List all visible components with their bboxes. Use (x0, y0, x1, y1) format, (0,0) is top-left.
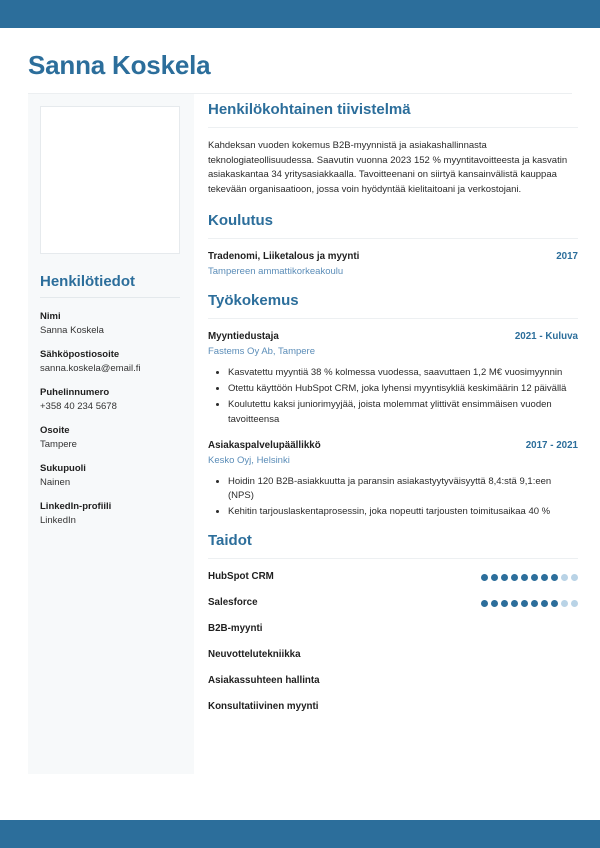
skill-dot-filled (501, 574, 508, 581)
section-skills (208, 531, 578, 714)
education-date: 2017 (556, 251, 578, 262)
skill-row (208, 596, 578, 610)
job-bullet-list (208, 366, 578, 427)
skill-dot-filled (501, 600, 508, 607)
section-heading-education: Koulutus (208, 212, 273, 229)
skill-dot-filled (491, 574, 498, 581)
experience-entry (208, 330, 578, 427)
skill-name: Asiakassuhteen hallinta (208, 675, 320, 687)
skill-name: Neuvottelutekniikka (208, 649, 301, 661)
job-bullet: • Otettu käyttöön HubSpot CRM, joka lyhensi myyntisykliä keskimäärin 12 päivällä (228, 382, 578, 396)
skill-dot-filled (521, 600, 528, 607)
profile-photo-placeholder (40, 106, 180, 254)
section-experience (208, 291, 578, 519)
field-value: +358 40 234 5678 (40, 401, 117, 412)
job-bullet: • Hoidin 120 B2B-asiakkuutta ja paransin asiakastyytyväisyyttä 8,4:stä 9,1:een (NPS) (228, 475, 578, 503)
job-bullet: • Koulutettu kaksi juniorimyyjää, joista molemmat ylittivät ensimmäisen vuoden tavoitteensa (228, 398, 578, 426)
job-title: Asiakaspalvelupäällikkö (208, 439, 321, 451)
skill-dot-empty (571, 574, 578, 581)
field-label: Nimi (40, 311, 61, 322)
field-value: sanna.koskela@email.fi (40, 363, 141, 374)
content-tail-spacer (208, 726, 578, 750)
skill-dot-filled (511, 574, 518, 581)
bottom-accent-bar (0, 820, 600, 848)
field-label: Puhelinnumero (40, 387, 110, 398)
field-phone (40, 386, 180, 413)
field-email (40, 348, 180, 375)
field-label: Sähköpostiosoite (40, 349, 120, 360)
sidebar-heading-divider (40, 297, 180, 298)
section-education (208, 211, 578, 279)
top-accent-bar (0, 0, 600, 28)
name-header (0, 28, 600, 94)
sidebar-heading-personal-details: Henkilötiedot (40, 273, 136, 290)
skill-dot-filled (481, 574, 488, 581)
skill-dot-filled (531, 600, 538, 607)
section-divider (208, 558, 578, 559)
field-label: Sukupuoli (40, 463, 86, 474)
skill-name: Salesforce (208, 597, 258, 609)
main-content (194, 94, 600, 750)
field-address (40, 424, 180, 451)
experience-entry (208, 439, 578, 520)
entry-header (208, 439, 578, 453)
entry-header (208, 330, 578, 344)
summary-text: Kahdeksan vuoden kokemus B2B-myynnistä ja asiakashallinnasta teknologiateollisuudessa. Saavutin vuonna 2023 152 % myyntitavoitteesta ja kasvatin asiakaskantaa 34 yritysasiakkaalla. Tavoitteenani on siirtyä kansainvälistä kauppaa tekevään organisaatioon, jossa voin hyödyntää kielitaitoani ja verkostojani. (208, 140, 568, 195)
skill-row (208, 622, 578, 636)
skill-name: HubSpot CRM (208, 571, 274, 583)
field-label: LinkedIn-profiili (40, 501, 112, 512)
skill-dot-filled (541, 600, 548, 607)
content-columns (0, 94, 600, 774)
section-divider (208, 127, 578, 128)
skill-dot-filled (531, 574, 538, 581)
section-divider (208, 238, 578, 239)
skill-level-dots (481, 600, 578, 607)
field-value: Tampere (40, 439, 77, 450)
skill-row (208, 570, 578, 584)
job-date: 2017 - 2021 (525, 439, 578, 451)
skill-row (208, 648, 578, 662)
job-date: 2021 - Kuluva (514, 331, 578, 342)
skill-dot-filled (551, 574, 558, 581)
job-bullet: • Kehitin tarjouslaskentaprosessin, joka nopeutti tarjousten toimitusaikaa 40 % (228, 505, 578, 519)
field-linkedin (40, 500, 180, 527)
skill-dot-empty (561, 600, 568, 607)
skill-dot-empty (571, 600, 578, 607)
section-summary (208, 100, 578, 197)
skill-dot-filled (481, 600, 488, 607)
skill-dot-filled (491, 600, 498, 607)
job-title: Myyntiedustaja (208, 331, 279, 342)
job-bullet-list (208, 475, 578, 520)
education-degree: Tradenomi, Liiketalous ja myynti (208, 251, 360, 262)
skill-dot-filled (521, 574, 528, 581)
personal-details-list (40, 310, 180, 527)
page-title: Sanna Koskela (28, 50, 211, 80)
section-heading-experience: Työkokemus (208, 292, 299, 309)
skill-dot-filled (541, 574, 548, 581)
education-entry (208, 250, 578, 279)
section-heading-skills: Taidot (208, 532, 252, 550)
skill-level-dots (481, 574, 578, 581)
section-divider (208, 318, 578, 319)
cv-body (0, 28, 600, 820)
skills-list (208, 570, 578, 714)
section-heading-summary: Henkilökohtainen tiivistelmä (208, 101, 411, 118)
field-name (40, 310, 180, 337)
field-gender (40, 462, 180, 489)
skill-dot-empty (561, 574, 568, 581)
field-label: Osoite (40, 425, 70, 436)
field-value: Nainen (40, 477, 71, 488)
skill-dot-filled (511, 600, 518, 607)
education-institution: Tampereen ammattikorkeakoulu (208, 266, 344, 277)
skill-dot-filled (551, 600, 558, 607)
job-employer: Kesko Oyj, Helsinki (208, 454, 290, 466)
skill-row (208, 700, 578, 714)
skill-row (208, 674, 578, 688)
field-value-linkedin-link[interactable]: LinkedIn (40, 515, 76, 526)
skill-name: Konsultatiivinen myynti (208, 701, 319, 713)
job-employer: Fastems Oy Ab, Tampere (208, 346, 316, 357)
sidebar (28, 94, 194, 774)
entry-header (208, 250, 578, 264)
skill-name: B2B-myynti (208, 623, 263, 635)
job-bullet: • Kasvatettu myyntiä 38 % kolmessa vuodessa, saavuttaen 1,2 M€ vuosimyynnin (228, 366, 578, 380)
field-value: Sanna Koskela (40, 325, 104, 336)
